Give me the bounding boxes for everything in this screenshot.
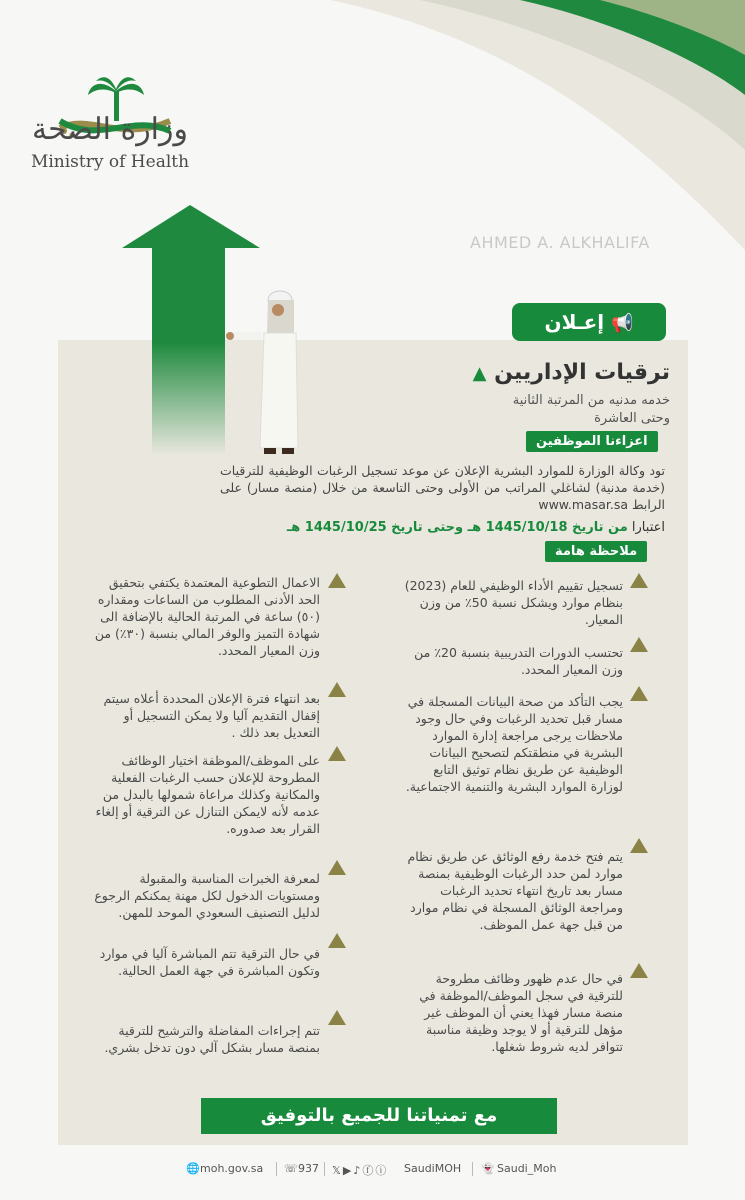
footer-divider bbox=[276, 1162, 277, 1176]
list-item: بعد انتهاء فترة الإعلان المحددة أعلاه سيتم إقفال التقديم آليا ولا يمكن التسجيل أو التعديل بعد ذلك . bbox=[103, 691, 320, 740]
list-item: يتم فتح خدمة رفع الوثائق عن طريق نظام موارد لمن حدد الرغبات الوظيفية بمنصة مسار بعد تاريخ انتهاء تحديد الرغبات ومراجعة الوثائق المسجلة في نظام موارد من قبل جهة عمل الموظف. bbox=[407, 849, 623, 932]
closing-banner: مع تمنياتنا للجميع بالتوفيق bbox=[201, 1098, 557, 1134]
social-icons: 𝕏▶♪ⓕⓘ bbox=[332, 1164, 389, 1177]
announcement-label: إعـلان bbox=[544, 310, 605, 334]
dates-range: من تاريخ 1445/10/18 هـ وحتى تاريخ 1445/10/25 هـ bbox=[286, 520, 628, 535]
footer-snap-handle[interactable]: Saudi_Moh bbox=[497, 1162, 557, 1175]
list-item: يجب التأكد من صحة البيانات المسجلة في مسار قبل تحديد الرغبات وفي حال وجود ملاحظات يرجى مراجعة إدارة الموارد البشرية في منطقتكم لتصحيح البيانات الوظيفية عن طريق نظام توثيق التابع لوزارة الموارد البشرية والتنمية الاجتماعية. bbox=[405, 694, 623, 794]
triangle-bullet-icon bbox=[630, 686, 648, 701]
triangle-bullet-icon bbox=[328, 746, 346, 761]
globe-icon: 🌐 bbox=[186, 1162, 200, 1175]
triangle-bullet-icon bbox=[328, 860, 346, 875]
triangle-bullet-icon bbox=[328, 682, 346, 697]
footer-phone[interactable]: 937 bbox=[298, 1162, 319, 1175]
list-item: في حال عدم ظهور وظائف مطروحة للترقية في سجل الموظف/الموظفة في منصة مسار فهذا يعني أن الموظف غير مؤهل للترقية أو لا يوجد وظيفة مناسبة تتوافر لديه شروط شغلها. bbox=[419, 971, 623, 1054]
triangle-bullet-icon bbox=[328, 933, 346, 948]
audience-tag: اعزاءنا الموظفين bbox=[526, 431, 658, 452]
list-item: لمعرفة الخبرات المناسبة والمقبولة ومستويات الدخول لكل مهنة يمكنكم الرجوع لدليل التصنيف السعودي الموحد للمهن. bbox=[94, 871, 320, 920]
triangle-bullet-icon bbox=[630, 573, 648, 588]
logo-arabic-text: وزارة الصحة bbox=[32, 112, 188, 147]
announcement-badge bbox=[512, 303, 666, 341]
list-item: تحتسب الدورات التدريبية بنسبة 20٪ من وزن المعيار المحدد. bbox=[414, 645, 623, 677]
footer-divider bbox=[472, 1162, 473, 1176]
triangle-bullet-icon bbox=[328, 573, 346, 588]
note-tag: ملاحظة هامة bbox=[545, 541, 647, 562]
subtitle-line-1: خدمه مدنيه من المرتبة الثانية bbox=[512, 393, 670, 408]
title-text: ترقيات الإداريين bbox=[494, 360, 670, 385]
page-title bbox=[360, 360, 670, 385]
list-item: الاعمال التطوعية المعتمدة يكتفي بتحقيق الحد الأدنى المطلوب من الساعات ومقداره (٥٠) ساعة في المرتبة الحالية بالإضافة الى شهادة التميز والوفر المالي بنسبة (٣٠٪) من وزن المعيار المحدد. bbox=[94, 575, 320, 658]
footer-website[interactable]: moh.gov.sa bbox=[200, 1162, 264, 1175]
man-illustration bbox=[222, 288, 312, 458]
dates-line bbox=[215, 520, 665, 535]
megaphone-icon: 📢 bbox=[611, 313, 634, 334]
list-item: تسجيل تقييم الأداء الوظيفي للعام (2023) بنظام موارد ويشكل نسبة 50٪ من وزن المعيار. bbox=[404, 578, 623, 627]
logo-english-text: Ministry of Health bbox=[30, 152, 190, 172]
triangle-bullet-icon bbox=[328, 1010, 346, 1025]
triangle-bullet-icon bbox=[630, 637, 648, 652]
triangle-bullet-icon bbox=[630, 838, 648, 853]
footer-divider bbox=[324, 1162, 325, 1176]
list-item: على الموظف/الموظفة اختيار الوظائف المطروحة للإعلان حسب الرغبات الفعلية والمكانية وكذلك مراعاة شمولها بالبدل من عدمه لأنه لايمكن التنازل عن الترقية أو إلغاء القرار بعد صدوره. bbox=[95, 753, 320, 836]
footer-social-handle[interactable]: SaudiMOH bbox=[404, 1162, 462, 1175]
triangle-bullet-icon bbox=[630, 963, 648, 978]
phone-icon: ☏ bbox=[284, 1162, 298, 1175]
footer bbox=[0, 1158, 745, 1182]
watermark: AHMED A. ALKHALIFA bbox=[470, 233, 650, 252]
intro-paragraph: تود وكالة الوزارة للموارد البشرية الإعلان عن موعد تسجيل الرغبات الوظيفية للترقيات (خدمة مدنية) لشاغلي المراتب من الأولى وحتى التاسعة من خلال (منصة مسار) على الرابط www.masar.sa bbox=[220, 463, 665, 512]
triangle-bullet-icon: ▲ bbox=[472, 363, 487, 384]
list-item: في حال الترقية تتم المباشرة آليا في موارد وتكون المباشرة في جهة العمل الحالية. bbox=[99, 946, 320, 978]
dates-prefix: اعتبارا bbox=[631, 520, 665, 535]
list-item: تتم إجراءات المفاضلة والترشيح للترقية بمنصة مسار بشكل آلي دون تدخل بشري. bbox=[104, 1023, 320, 1055]
subtitle-line-2: وحتى العاشرة bbox=[594, 411, 670, 426]
snapchat-icon: 👻 bbox=[481, 1162, 495, 1175]
